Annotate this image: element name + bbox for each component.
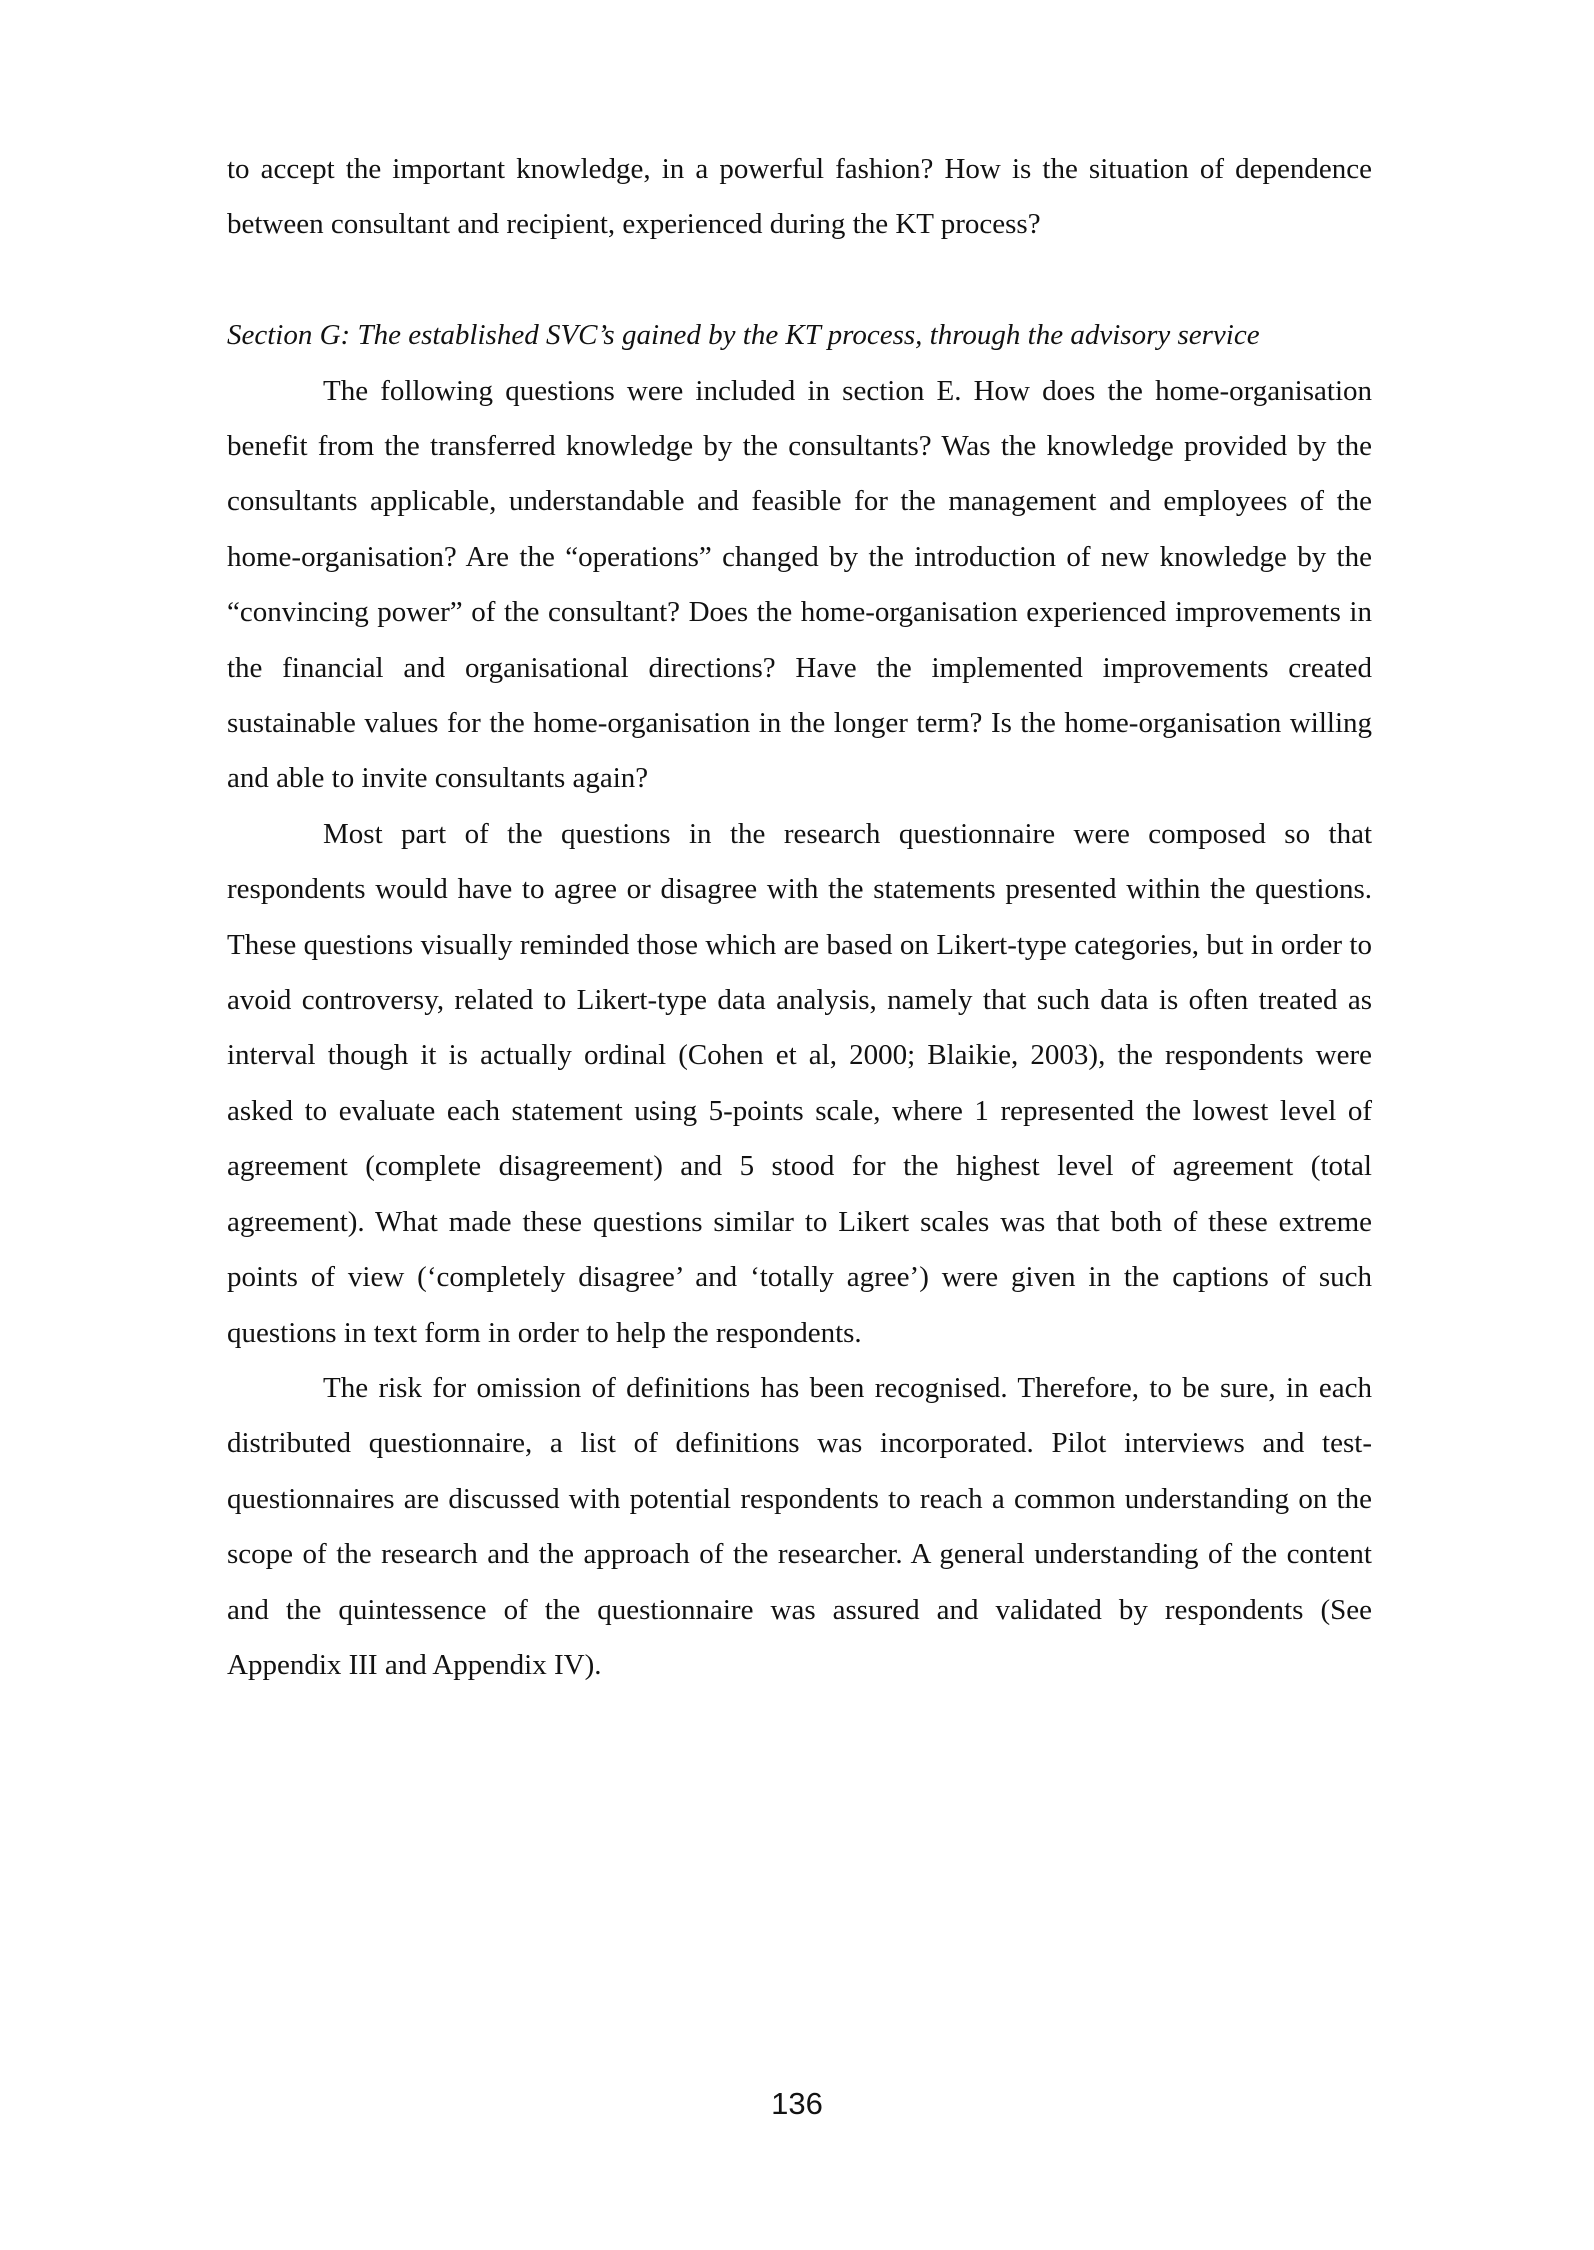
body-paragraph-3: The risk for omission of definitions has been recognised. Therefore, to be sure, in each distributed questionnaire, a list of definitions was incorporated. Pilot interviews and test-questionnaires are discussed with potential respondents to reach a common understanding on the scope of the research and the approach of the researcher. A general understanding of the content and the quintessence of the questionnaire was assured and validated by respondents (See Appendix III and Appendix IV). xyxy=(227,1371,1372,1681)
continuation-paragraph: to accept the important knowledge, in a powerful fashion? How is the situation of dependence between consultant and recipient, experienced during the KT process? xyxy=(227,153,1372,241)
text-block xyxy=(227,142,1372,1693)
section-heading: Section G: The established SVC’s gained by the KT process, through the advisory service xyxy=(227,319,1260,352)
body-paragraph-1: The following questions were included in section E. How does the home-organisation benefit from the transferred knowledge by the consultants? Was the knowledge provided by the consultants applicable, understandable and feasible for the management and employees of the home-organisation? Are the “operations” changed by the introduction of new knowledge by the “convincing power” of the consultant? Does the home-organisation experienced improvements in the financial and organisational directions? Have the implemented improvements created sustainable values for the home-organisation in the longer term? Is the home-organisation willing and able to invite consultants again? xyxy=(227,374,1372,795)
page-number: 136 xyxy=(771,2086,823,2121)
body-paragraph-2: Most part of the questions in the research questionnaire were composed so that respondents would have to agree or disagree with the statements presented within the questions. These questions visually reminded those which are based on Likert-type categories, but in order to avoid controversy, related to Likert-type data analysis, namely that such data is often treated as interval though it is actually ordinal (Cohen et al, 2000; Blaikie, 2003), the respondents were asked to evaluate each statement using 5-points scale, where 1 represented the lowest level of agreement (complete disagreement) and 5 stood for the highest level of agreement (total agreement). What made these questions similar to Likert scales was that both of these extreme points of view (‘completely disagree’ and ‘totally agree’) were given in the captions of such questions in text form in order to help the respondents. xyxy=(227,817,1372,1349)
